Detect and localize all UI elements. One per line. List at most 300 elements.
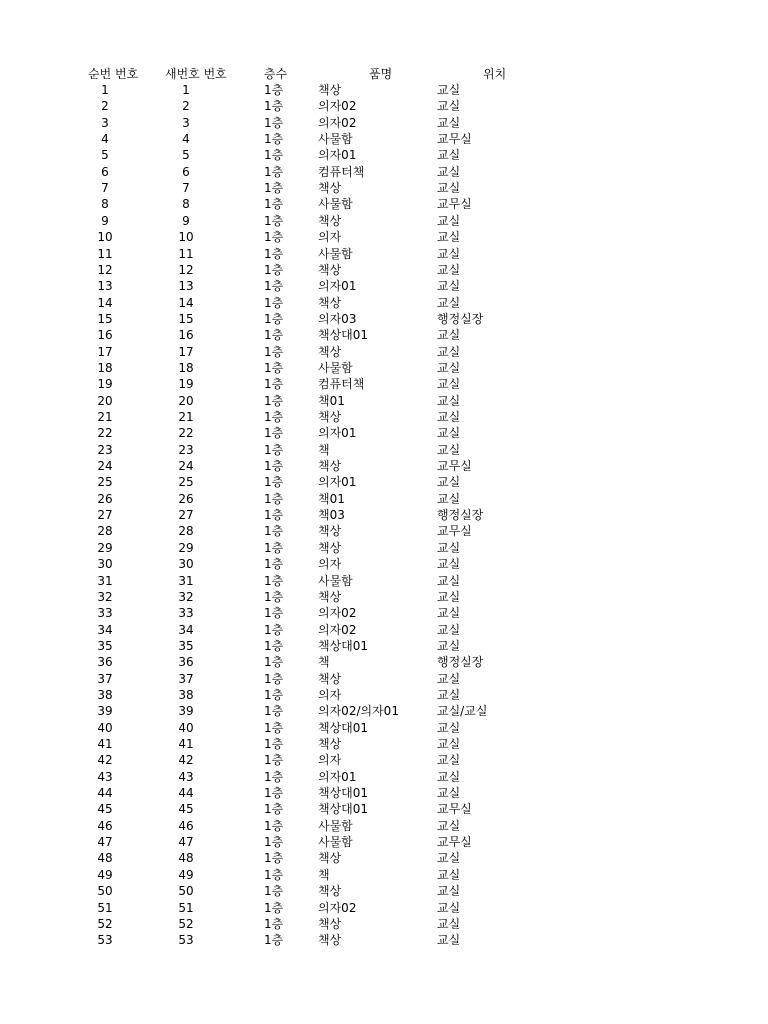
- row-number: 51: [97, 900, 113, 915]
- row-location: 교실: [437, 851, 461, 866]
- row-number: 28: [97, 524, 113, 539]
- table-row: [0, 818, 768, 834]
- row-number: 27: [97, 508, 113, 523]
- row-floor: 1층: [264, 638, 284, 653]
- row-floor: 1층: [264, 851, 284, 866]
- row-new-number: 48: [178, 851, 194, 866]
- row-number: 44: [97, 786, 113, 801]
- row-new-number: 19: [178, 377, 194, 392]
- row-floor: 1층: [264, 262, 284, 277]
- row-location: 교실: [437, 377, 461, 392]
- row-new-number: 10: [178, 230, 194, 245]
- row-item: 책03: [318, 508, 345, 523]
- row-new-number: 8: [182, 197, 190, 212]
- row-item: 의자01: [318, 475, 357, 490]
- row-item: 의자: [318, 687, 342, 702]
- table-row: [0, 573, 768, 589]
- row-new-number: 33: [178, 606, 194, 621]
- header-floor: 층수: [264, 67, 288, 81]
- row-location: 교실: [437, 933, 461, 948]
- row-number: 30: [97, 557, 113, 572]
- table-row: [0, 605, 768, 621]
- row-new-number: 21: [178, 410, 194, 424]
- row-new-number: 34: [178, 622, 194, 637]
- row-number: 53: [97, 933, 113, 948]
- row-number: 46: [97, 818, 113, 833]
- row-floor: 1층: [264, 540, 284, 555]
- table-row: [0, 752, 768, 768]
- row-floor: 1층: [264, 687, 284, 702]
- row-item: 책상: [318, 410, 342, 424]
- row-floor: 1층: [264, 377, 284, 392]
- row-new-number: 38: [178, 687, 194, 702]
- table-row: [0, 916, 768, 932]
- row-number: 16: [97, 328, 113, 343]
- row-floor: 1층: [264, 655, 284, 670]
- row-location: 교실: [437, 606, 461, 621]
- row-floor: 1층: [264, 737, 284, 751]
- row-item: 사물함: [318, 818, 353, 833]
- row-new-number: 32: [178, 589, 194, 604]
- table-row: [0, 850, 768, 866]
- row-floor: 1층: [264, 230, 284, 245]
- row-item: 책상: [318, 737, 342, 751]
- row-item: 책상: [318, 344, 342, 359]
- row-location: 교실: [437, 426, 461, 441]
- row-location: 교무실: [437, 132, 472, 147]
- row-number: 45: [97, 802, 113, 817]
- row-number: 18: [97, 360, 113, 375]
- row-number: 34: [97, 622, 113, 637]
- row-item: 책상: [318, 851, 342, 866]
- row-new-number: 14: [178, 295, 194, 310]
- row-floor: 1층: [264, 83, 284, 97]
- table-row: [0, 507, 768, 523]
- row-item: 사물함: [318, 197, 353, 212]
- row-item: 의자01: [318, 148, 357, 163]
- row-new-number: 40: [178, 720, 194, 735]
- row-location: 교실: [437, 786, 461, 801]
- row-floor: 1층: [264, 344, 284, 359]
- header-new-number: 새번호 번호: [165, 67, 227, 81]
- table-row: [0, 229, 768, 245]
- row-location: 교실: [437, 916, 461, 931]
- row-item: 책상: [318, 83, 342, 97]
- row-floor: 1층: [264, 181, 284, 196]
- row-number: 39: [97, 704, 113, 719]
- row-location: 교실: [437, 671, 461, 686]
- table-row: [0, 785, 768, 801]
- row-number: 3: [101, 115, 109, 130]
- row-new-number: 39: [178, 704, 194, 719]
- table-row: [0, 900, 768, 916]
- row-item: 책상: [318, 181, 342, 196]
- row-floor: 1층: [264, 410, 284, 424]
- table-row: [0, 327, 768, 343]
- row-number: 43: [97, 769, 113, 784]
- row-floor: 1층: [264, 933, 284, 948]
- row-floor: 1층: [264, 115, 284, 130]
- row-item: 의자: [318, 230, 342, 245]
- table-row: [0, 147, 768, 163]
- row-floor: 1층: [264, 197, 284, 212]
- row-item: 책01: [318, 491, 345, 506]
- table-row: [0, 180, 768, 196]
- row-location: 교무실: [437, 835, 472, 850]
- row-item: 책상: [318, 671, 342, 686]
- row-number: 32: [97, 589, 113, 604]
- table-row: [0, 442, 768, 458]
- row-location: 교실: [437, 867, 461, 882]
- table-row: [0, 474, 768, 490]
- row-location: 교실: [437, 230, 461, 245]
- row-location: 교실: [437, 295, 461, 310]
- row-floor: 1층: [264, 426, 284, 441]
- table-row: [0, 654, 768, 670]
- table-row: [0, 164, 768, 180]
- row-item: 책상: [318, 933, 342, 948]
- table-row: [0, 213, 768, 229]
- row-location: 교실: [437, 622, 461, 637]
- table-row: [0, 720, 768, 736]
- row-location: 교실: [437, 360, 461, 375]
- row-item: 사물함: [318, 360, 353, 375]
- row-item: 사물함: [318, 835, 353, 850]
- row-number: 48: [97, 851, 113, 866]
- row-item: 책상: [318, 916, 342, 931]
- table-row: [0, 360, 768, 376]
- row-location: 행정실장: [437, 311, 484, 326]
- row-new-number: 2: [182, 99, 190, 114]
- table-row: [0, 540, 768, 556]
- row-item: 책상대01: [318, 328, 369, 343]
- table-row: [0, 687, 768, 703]
- row-new-number: 50: [178, 884, 194, 899]
- table-row: [0, 932, 768, 948]
- row-number: 52: [97, 916, 113, 931]
- row-location: 교실: [437, 557, 461, 572]
- table-row: [0, 295, 768, 311]
- row-floor: 1층: [264, 508, 284, 523]
- row-new-number: 26: [178, 491, 194, 506]
- row-number: 38: [97, 687, 113, 702]
- row-item: 컴퓨터책: [318, 164, 365, 179]
- row-item: 책상: [318, 213, 342, 228]
- row-new-number: 16: [178, 328, 194, 343]
- table-row: [0, 883, 768, 899]
- row-new-number: 20: [178, 393, 194, 408]
- row-floor: 1층: [264, 573, 284, 588]
- row-new-number: 22: [178, 426, 194, 441]
- row-floor: 1층: [264, 802, 284, 817]
- row-new-number: 15: [178, 311, 194, 326]
- table-row: [0, 131, 768, 147]
- row-new-number: 6: [182, 164, 190, 179]
- row-number: 41: [97, 737, 113, 751]
- row-number: 42: [97, 753, 113, 768]
- row-item: 책상: [318, 589, 342, 604]
- row-item: 책01: [318, 393, 345, 408]
- row-number: 10: [97, 230, 113, 245]
- table-row: [0, 98, 768, 114]
- row-floor: 1층: [264, 442, 284, 457]
- table-row: [0, 311, 768, 327]
- row-item: 의자: [318, 753, 342, 768]
- row-floor: 1층: [264, 213, 284, 228]
- row-location: 교실: [437, 279, 461, 294]
- row-number: 22: [97, 426, 113, 441]
- row-item: 책상대01: [318, 786, 369, 801]
- table-row: [0, 671, 768, 687]
- row-floor: 1층: [264, 459, 284, 474]
- row-floor: 1층: [264, 589, 284, 604]
- row-item: 의자02/의자01: [318, 704, 399, 719]
- row-floor: 1층: [264, 818, 284, 833]
- row-floor: 1층: [264, 753, 284, 768]
- row-item: 책상대01: [318, 720, 369, 735]
- table-row: [0, 622, 768, 638]
- row-number: 2: [101, 99, 109, 114]
- row-new-number: 30: [178, 557, 194, 572]
- row-new-number: 28: [178, 524, 194, 539]
- row-item: 책상대01: [318, 802, 369, 817]
- row-item: 의자02: [318, 900, 357, 915]
- header-location: 위치: [483, 67, 507, 81]
- row-item: 책상: [318, 524, 342, 539]
- row-number: 23: [97, 442, 113, 457]
- table-row: [0, 491, 768, 507]
- row-new-number: 12: [178, 262, 194, 277]
- row-new-number: 31: [178, 573, 194, 588]
- row-location: 교실: [437, 769, 461, 784]
- row-new-number: 18: [178, 360, 194, 375]
- row-item: 의자01: [318, 426, 357, 441]
- row-number: 12: [97, 262, 113, 277]
- table-row: [0, 589, 768, 605]
- row-new-number: 1: [182, 83, 190, 97]
- row-number: 17: [97, 344, 113, 359]
- row-new-number: 27: [178, 508, 194, 523]
- row-number: 20: [97, 393, 113, 408]
- row-new-number: 44: [178, 786, 194, 801]
- row-floor: 1층: [264, 720, 284, 735]
- row-new-number: 52: [178, 916, 194, 931]
- row-location: 교실: [437, 344, 461, 359]
- row-number: 4: [101, 132, 109, 147]
- row-floor: 1층: [264, 704, 284, 719]
- row-new-number: 49: [178, 867, 194, 882]
- row-new-number: 51: [178, 900, 194, 915]
- row-item: 책상: [318, 884, 342, 899]
- row-floor: 1층: [264, 311, 284, 326]
- row-floor: 1층: [264, 475, 284, 490]
- table-row: [0, 196, 768, 212]
- row-new-number: 4: [182, 132, 190, 147]
- row-location: 교실: [437, 753, 461, 768]
- row-floor: 1층: [264, 622, 284, 637]
- row-new-number: 7: [182, 181, 190, 196]
- table-row: [0, 736, 768, 752]
- row-location: 교무실: [437, 459, 472, 474]
- table-row: [0, 523, 768, 539]
- row-floor: 1층: [264, 884, 284, 899]
- row-floor: 1층: [264, 99, 284, 114]
- row-number: 40: [97, 720, 113, 735]
- row-location: 교실: [437, 475, 461, 490]
- row-item: 의자02: [318, 622, 357, 637]
- row-number: 33: [97, 606, 113, 621]
- row-floor: 1층: [264, 360, 284, 375]
- row-number: 11: [97, 246, 113, 261]
- row-location: 교무실: [437, 197, 472, 212]
- row-floor: 1층: [264, 557, 284, 572]
- row-number: 37: [97, 671, 113, 686]
- row-new-number: 29: [178, 540, 194, 555]
- table-row: [0, 115, 768, 131]
- row-new-number: 47: [178, 835, 194, 850]
- row-new-number: 25: [178, 475, 194, 490]
- table-row: [0, 801, 768, 817]
- row-new-number: 24: [178, 459, 194, 474]
- row-item: 책상: [318, 262, 342, 277]
- row-location: 교실: [437, 818, 461, 833]
- table-row: [0, 246, 768, 262]
- table-row: [0, 425, 768, 441]
- row-location: 교실: [437, 246, 461, 261]
- row-number: 5: [101, 148, 109, 163]
- row-item: 책: [318, 442, 330, 457]
- row-item: 사물함: [318, 246, 353, 261]
- row-location: 교실: [437, 491, 461, 506]
- row-location: 행정실장: [437, 508, 484, 523]
- row-floor: 1층: [264, 246, 284, 261]
- row-new-number: 11: [178, 246, 194, 261]
- row-new-number: 53: [178, 933, 194, 948]
- table-row: [0, 867, 768, 883]
- row-number: 47: [97, 835, 113, 850]
- row-floor: 1층: [264, 295, 284, 310]
- row-floor: 1층: [264, 835, 284, 850]
- row-item: 의자02: [318, 99, 357, 114]
- row-number: 13: [97, 279, 113, 294]
- row-location: 교무실: [437, 802, 472, 817]
- table-row: [0, 393, 768, 409]
- row-item: 의자01: [318, 279, 357, 294]
- row-item: 책상: [318, 459, 342, 474]
- table-row: [0, 834, 768, 850]
- row-location: 교실: [437, 213, 461, 228]
- row-location: 교실: [437, 540, 461, 555]
- table-row: [0, 344, 768, 360]
- row-location: 교실: [437, 115, 461, 130]
- row-item: 책: [318, 655, 330, 670]
- row-floor: 1층: [264, 769, 284, 784]
- row-item: 사물함: [318, 132, 353, 147]
- row-item: 의자01: [318, 769, 357, 784]
- row-floor: 1층: [264, 491, 284, 506]
- row-number: 9: [101, 213, 109, 228]
- row-new-number: 46: [178, 818, 194, 833]
- row-location: 행정실장: [437, 655, 484, 670]
- row-number: 19: [97, 377, 113, 392]
- row-location: 교실: [437, 687, 461, 702]
- row-floor: 1층: [264, 524, 284, 539]
- table-row: [0, 458, 768, 474]
- row-location: 교실: [437, 638, 461, 653]
- row-floor: 1층: [264, 328, 284, 343]
- row-location: 교실: [437, 328, 461, 343]
- row-item: 책상: [318, 540, 342, 555]
- row-location: 교실: [437, 181, 461, 196]
- row-location: 교실: [437, 262, 461, 277]
- row-item: 의자: [318, 557, 342, 572]
- row-item: 컴퓨터책: [318, 377, 365, 392]
- row-number: 8: [101, 197, 109, 212]
- row-item: 의자02: [318, 115, 357, 130]
- row-floor: 1층: [264, 148, 284, 163]
- row-location: 교실: [437, 99, 461, 114]
- row-number: 31: [97, 573, 113, 588]
- row-item: 책: [318, 867, 330, 882]
- row-location: 교실: [437, 410, 461, 424]
- row-number: 36: [97, 655, 113, 670]
- row-location: 교실/교실: [437, 704, 488, 719]
- row-number: 15: [97, 311, 113, 326]
- row-new-number: 45: [178, 802, 194, 817]
- row-location: 교실: [437, 83, 461, 97]
- table-row: [0, 82, 768, 98]
- row-item: 의자03: [318, 311, 357, 326]
- row-new-number: 43: [178, 769, 194, 784]
- row-number: 29: [97, 540, 113, 555]
- row-floor: 1층: [264, 132, 284, 147]
- table-row: [0, 703, 768, 719]
- row-floor: 1층: [264, 916, 284, 931]
- row-new-number: 37: [178, 671, 194, 686]
- row-number: 35: [97, 638, 113, 653]
- row-location: 교실: [437, 720, 461, 735]
- row-new-number: 41: [178, 737, 194, 751]
- row-number: 7: [101, 181, 109, 196]
- row-number: 26: [97, 491, 113, 506]
- row-number: 25: [97, 475, 113, 490]
- row-new-number: 36: [178, 655, 194, 670]
- row-item: 책상: [318, 295, 342, 310]
- table-row: [0, 262, 768, 278]
- row-floor: 1층: [264, 786, 284, 801]
- row-location: 교무실: [437, 524, 472, 539]
- header-item: 품명: [369, 67, 393, 81]
- row-new-number: 9: [182, 213, 190, 228]
- header-number: 순번 번호: [88, 67, 139, 81]
- row-floor: 1층: [264, 279, 284, 294]
- row-location: 교실: [437, 884, 461, 899]
- row-new-number: 13: [178, 279, 194, 294]
- row-number: 14: [97, 295, 113, 310]
- row-location: 교실: [437, 393, 461, 408]
- row-floor: 1층: [264, 671, 284, 686]
- row-floor: 1층: [264, 900, 284, 915]
- row-floor: 1층: [264, 606, 284, 621]
- row-location: 교실: [437, 164, 461, 179]
- row-new-number: 3: [182, 115, 190, 130]
- row-location: 교실: [437, 148, 461, 163]
- row-number: 24: [97, 459, 113, 474]
- table-row: [0, 769, 768, 785]
- row-location: 교실: [437, 737, 461, 751]
- row-location: 교실: [437, 442, 461, 457]
- row-number: 6: [101, 164, 109, 179]
